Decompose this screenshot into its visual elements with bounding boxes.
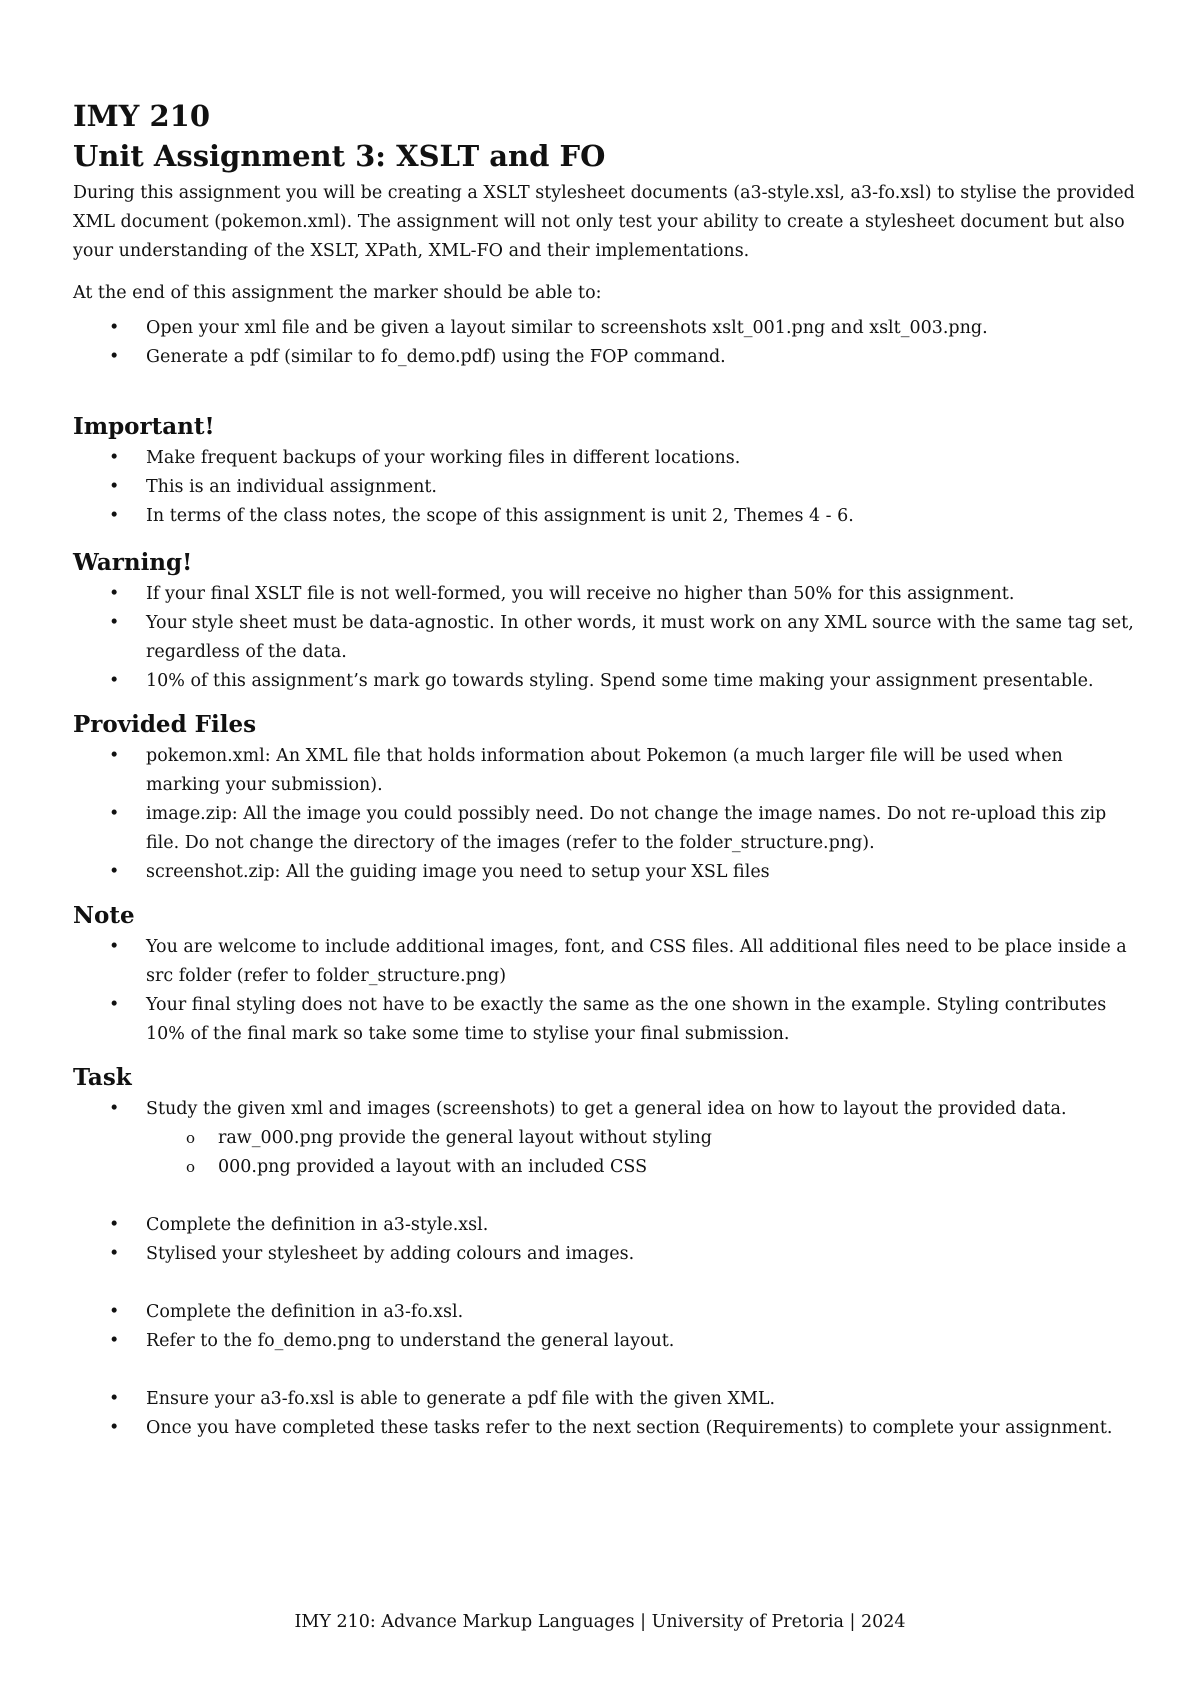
course-code: IMY 210 — [73, 99, 210, 133]
list-item: • Make frequent backups of your working files in different locations. — [73, 444, 1135, 473]
list-item: • Once you have completed these tasks refer to the next section (Requirements) to complete your assignment. — [73, 1414, 1135, 1443]
list-item: • Ensure your a3-fo.xsl is able to generate a pdf file with the given XML. — [73, 1385, 1135, 1414]
list-item: • This is an individual assignment. — [73, 473, 1135, 502]
list-item: • Open your xml file and be given a layout similar to screenshots xslt_001.png and xslt_003.png. — [73, 314, 1135, 343]
task-fo-list — [73, 1298, 1135, 1356]
document-page — [73, 96, 1135, 1443]
task-list — [73, 1095, 1135, 1182]
sub-list-item: o raw_000.png provide the general layout without styling — [73, 1124, 1135, 1153]
list-item: • pokemon.xml: An XML file that holds information about Pokemon (a much larger file will be used when marking your submission). — [73, 742, 1135, 800]
list-item: • If your final XSLT file is not well-formed, you will receive no higher than 50% for this assignment. — [73, 580, 1135, 609]
intro-lead: At the end of this assignment the marker should be able to: — [73, 283, 602, 303]
list-item: • Generate a pdf (similar to fo_demo.pdf) using the FOP command. — [73, 343, 1135, 372]
list-item: • In terms of the class notes, the scope of this assignment is unit 2, Themes 4 - 6. — [73, 502, 1135, 531]
sub-list-item: o 000.png provided a layout with an included CSS — [73, 1153, 1135, 1182]
note-heading: Note — [73, 902, 135, 929]
list-item: • Complete the definition in a3-fo.xsl. — [73, 1298, 1135, 1327]
list-item: • You are welcome to include additional images, font, and CSS files. All additional files need to be place inside a src folder (refer to folder_structure.png) — [73, 933, 1135, 991]
task-heading: Task — [73, 1064, 132, 1091]
warning-heading: Warning! — [73, 549, 193, 576]
list-item: • Refer to the fo_demo.png to understand the general layout. — [73, 1327, 1135, 1356]
list-item: • Study the given xml and images (screenshots) to get a general idea on how to layout the provided data. — [73, 1095, 1135, 1124]
important-heading: Important! — [73, 413, 215, 440]
warning-list — [73, 580, 1135, 696]
document-title: Unit Assignment 3: XSLT and FO — [73, 139, 606, 173]
list-item: • Your style sheet must be data-agnostic. In other words, it must work on any XML source with the same tag set, regardless of the data. — [73, 609, 1135, 667]
list-item: • Your final styling does not have to be exactly the same as the one shown in the example. Styling contributes 10% of the final mark so take some time to stylise your final submission. — [73, 991, 1135, 1049]
important-list — [73, 444, 1135, 531]
intro-list — [73, 314, 1135, 372]
list-item: • Complete the definition in a3-style.xsl. — [73, 1211, 1135, 1240]
list-item: • 10% of this assignment’s mark go towards styling. Spend some time making your assignment presentable. — [73, 667, 1135, 696]
list-item: • screenshot.zip: All the guiding image you need to setup your XSL files — [73, 858, 1135, 887]
provided-files-heading: Provided Files — [73, 711, 257, 738]
page-footer: IMY 210: Advance Markup Languages | University of Pretoria | 2024 — [294, 1612, 906, 1632]
task-style-list — [73, 1211, 1135, 1269]
list-item: • Stylised your stylesheet by adding colours and images. — [73, 1240, 1135, 1269]
intro-paragraph: During this assignment you will be creating a XSLT stylesheet documents (a3-style.xsl, a3-fo.xsl) to stylise the provided XML document (pokemon.xml). The assignment will not only test your ability to create a stylesheet document but also your understanding of the XSLT, XPath, XML-FO and their implementations. — [73, 183, 1135, 261]
note-list — [73, 933, 1135, 1049]
task-final-list — [73, 1385, 1135, 1443]
provided-files-list — [73, 742, 1135, 887]
list-item: • image.zip: All the image you could possibly need. Do not change the image names. Do not re-upload this zip file. Do not change the directory of the images (refer to the folder_structure.png). — [73, 800, 1135, 858]
